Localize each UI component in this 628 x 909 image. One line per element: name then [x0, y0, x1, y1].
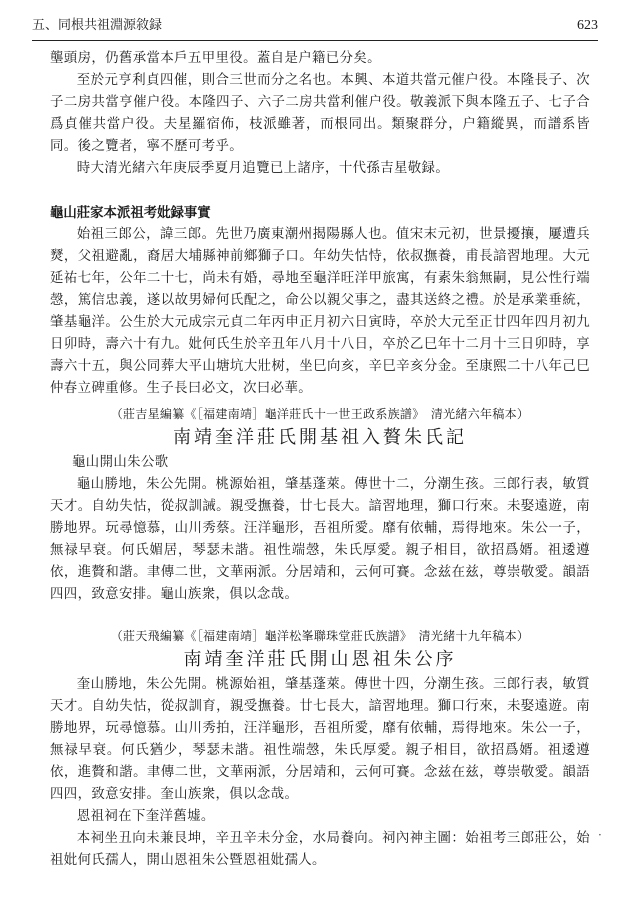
article-title: 南靖奎洋莊氏開基祖入贅朱氏記 [173, 427, 467, 448]
section-continued-preface [50, 48, 590, 180]
section-ancestor-record [50, 202, 590, 400]
section-heading: 龜山莊家本派祖考妣録事實 [50, 205, 211, 221]
paragraph: 至於元亨利貞四催，則合三世而分之名也。本興、本道共當元催户役。本隆長子、次子二房共當亨催户役。本隆四子、六子二房共當利催户役。敬義派下與本隆五子、七子合爲貞催共當户役。夫星羅宿佈，枝派雖著，而根同出。類聚群分，户籍縱異，而譜系皆同。後之覽者，寧不歷可考乎。 [50, 73, 590, 154]
poem-title: 龜山開山朱公歌 [72, 455, 169, 470]
paragraph: 恩祖祠在下奎洋舊墟。 [76, 809, 215, 824]
paragraph: 始祖三郎公，諱三郎。先世乃廣東潮州揭陽縣人也。值宋末元初，世景擾攘，屢遭兵燹，父祖避亂，裔居大埔縣神前鄉獅子口。年幼失怙恃，依叔撫養，甫長諳習地理。大元延祐七年，公年二十七，尚未有婚，尋地至龜洋旺洋甲旅寓，有素朱翁無嗣，見公性行端愨，篤信忠義，遂以故男婦何氏配之，命公以親父事之，盡其送終之禮。於是承業垂統，肇基龜洋。公生於大元成宗元貞二年丙申正月初六日寅時，卒於大元至正廿四年四月初九日卯時，壽六十有九。妣何氏生於辛丑年八月十八日，卒於乙巳年十二月十三日卯時，享壽六十五，與公同葬大平山塘坑大壯树，坐巳向亥，辛巳辛亥分金。至康熙二十八年己巳仲春立碑重修。生子長曰必文，次曰必華。 [50, 227, 590, 396]
margin-dot: · [598, 828, 602, 842]
paragraph: 本祠坐丑向未兼艮坤，辛丑辛未分金，水局養向。祠內神主圖：始祖考三郎莊公，始祖妣何氏孺人，開山恩祖朱公暨恩祖妣孺人。 [50, 831, 590, 868]
running-header [32, 14, 598, 38]
paragraph: 時大清光緒六年庚辰季夏月追覽已上諸序，十代孫吉星敬録。 [76, 161, 450, 176]
source-citation: （莊吉星編纂《［福建南靖］龜洋莊氏十一世王政系族譜》 清光緒六年稿本） [110, 407, 530, 421]
paragraph: 龜山勝地，朱公先開。桃源始祖，肇基蓬萊。傳世十二，分潮生孩。三郎行表，敏質天才。自幼失怙，從叔訓誡。親受撫養，廿七長大。諳習地理，獅口行來。未娶遠遊，南勝地界。玩尋憶慕，山川秀蔡。汪洋龜形，吾祖所愛。靡有依輔，焉得地來。朱公一子，無禄早衰。何氏媚居，琴瑟未諧。祖性端愨，朱氏厚愛。親子相目，欲招爲婿。祖逶遵依，進贅和諧。聿傳二世，文華兩派。分居靖和，云何可賽。念兹在兹，尊崇敬愛。韻語四四，致意安排。龜山族衆，俱以念哉。 [50, 477, 590, 602]
paragraph: 壟頭房，仍舊承當本戶五甲里役。蓋自是户籍已分矣。 [50, 51, 381, 66]
article-title: 南靖奎洋莊氏開山恩祖朱公序 [183, 649, 457, 670]
section-zhu-record [50, 404, 590, 606]
source-citation: （莊天飛編纂《［福建南靖］龜洋松峯聯珠堂莊氏族譜》 清光緒十九年稿本） [110, 629, 530, 643]
header-rule [32, 40, 598, 41]
paragraph: 奎山勝地，朱公先開。桃源始祖，肇基蓬萊。傳世十四，分潮生孩。三郎行表，敏質天才。自幼失怙，從叔訓育，親受撫養。廿七長大，諳習地理。獅口行來，未娶遠遊。南勝地界，玩尋憶慕。山川秀拍，汪洋龜形，吾祖所愛，靡有依輔，焉得地來。朱公一子，無禄早衰。何氏猶少，琴瑟未諧。祖性端愨，朱氏厚愛。親子相目，欲招爲婿。祖逶遵依，進贅和諧。聿傳二世，文華兩派，分居靖和，云何可賽。念兹在兹，尊崇敬愛。韻語四四，致意安排。奎山族衆，俱以念哉。 [50, 677, 590, 802]
page-number: 623 [577, 18, 598, 33]
section-zhu-preface [50, 626, 590, 872]
chapter-title: 五、同根共祖淵源敘録 [32, 18, 163, 33]
